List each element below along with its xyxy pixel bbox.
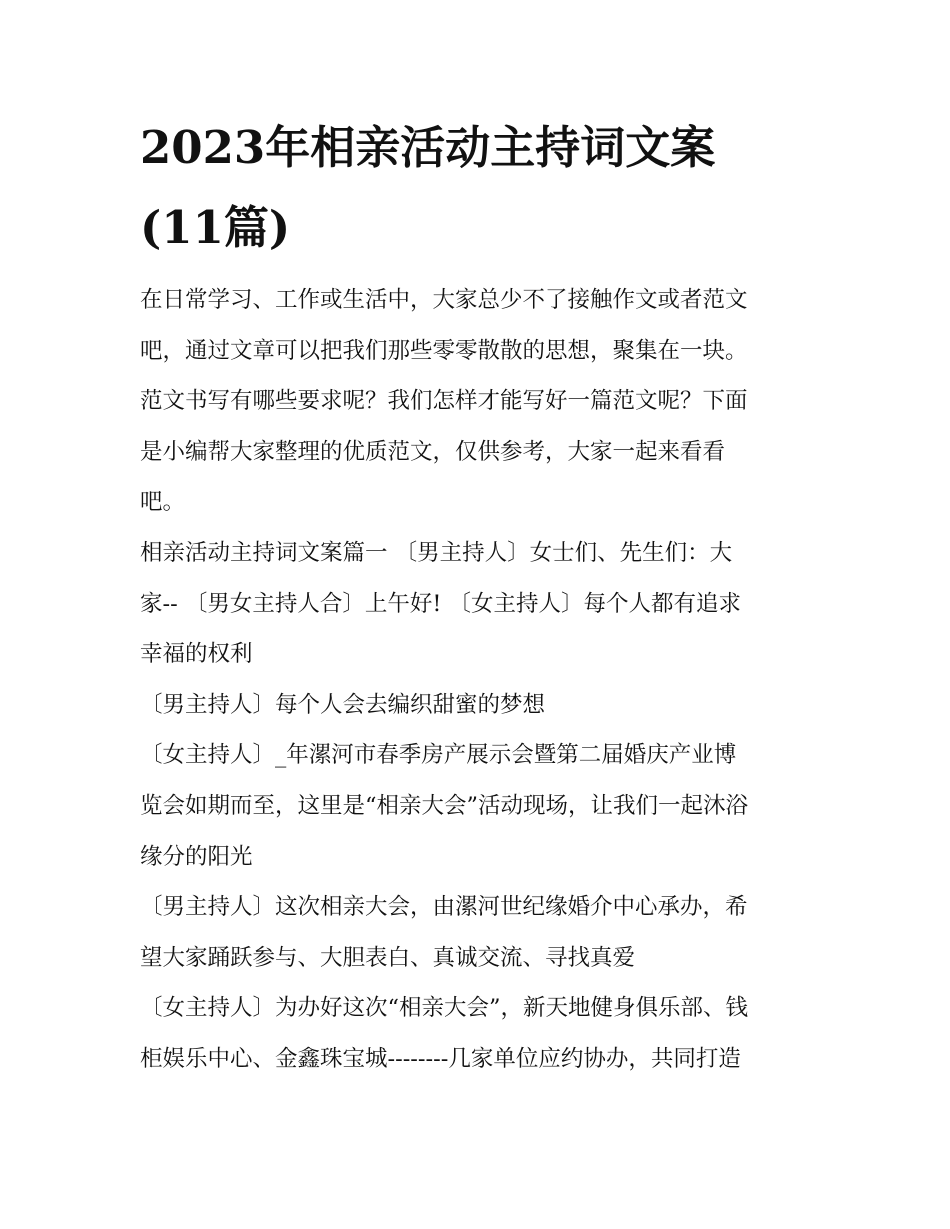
body-line: 吧，通过文章可以把我们那些零零散散的思想，聚集在一块。 <box>140 337 748 364</box>
body-line: 〔女主持人〕_年漯河市春季房产展示会暨第二届婚庆产业博 <box>140 742 737 769</box>
body-line: 〔男主持人〕这次相亲大会，由漯河世纪缘婚介中心承办，希 <box>140 894 748 921</box>
body-line: 览会如期而至，这里是“相亲大会”活动现场，让我们一起沐浴 <box>140 792 749 819</box>
body-line: 柜娱乐中心、金鑫珠宝城--------几家单位应约协办，共同打造 <box>140 1045 741 1072</box>
document-body <box>140 275 830 1085</box>
body-line: 望大家踊跃参与、大胆表白、真诚交流、寻找真爱 <box>140 944 636 971</box>
body-line: 在日常学习、工作或生活中，大家总少不了接触作文或者范文 <box>140 287 748 313</box>
body-line: 幸福的权利 <box>140 641 253 668</box>
body-line: 家-- 〔男女主持人合〕上午好! 〔女主持人〕每个人都有追求 <box>140 590 742 617</box>
document-title <box>140 108 840 268</box>
body-line: 相亲活动主持词文案篇一 〔男主持人〕女士们、先生们：大 <box>140 539 733 566</box>
title-line-1: 2023年相亲活动主持词文案 <box>140 121 716 174</box>
body-line: 范文书写有哪些要求呢？我们怎样才能写好一篇范文呢？下面 <box>140 388 748 415</box>
title-line-2: (11篇) <box>140 201 291 254</box>
body-line: 〔女主持人〕为办好这次“相亲大会”，新天地健身俱乐部、钱 <box>140 995 749 1022</box>
body-line: 是小编帮大家整理的优质范文，仅供参考，大家一起来看看 <box>140 438 726 465</box>
body-line: 缘分的阳光 <box>140 843 253 870</box>
body-line: 吧。 <box>140 489 186 516</box>
body-line: 〔男主持人〕每个人会去编织甜蜜的梦想 <box>140 691 546 718</box>
